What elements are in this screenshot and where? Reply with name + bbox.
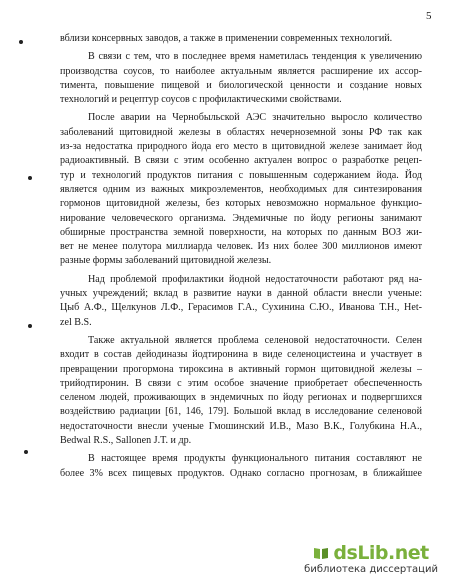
text-line: После аварии на Чернобыльской АЭС значительно выросло количество bbox=[88, 112, 422, 124]
scan-artifact-dot bbox=[28, 324, 32, 328]
text-line: разные формы заболеваний щитовидной железы. bbox=[60, 255, 272, 267]
book-icon bbox=[313, 545, 329, 561]
text-line: недостаточности внесли ученые Гмошинский И.В., Мазо В.К., Голубкина Н.А., bbox=[60, 420, 422, 432]
text-line: заболеваний щитовидной железы в областях нечерноземной зоны РФ так как bbox=[60, 126, 422, 138]
text-line: тимента, повышение пищевой и биологической ценности и создание новых bbox=[60, 79, 422, 91]
watermark bbox=[300, 540, 442, 577]
page-number: 5 bbox=[426, 10, 432, 22]
text-line: В связи с тем, что в последнее время наметилась тенденция к увеличению bbox=[88, 51, 422, 63]
paragraph-4 bbox=[60, 273, 422, 330]
text-line: обширные пространства земной поверхности, на которых по данным ВОЗ жи- bbox=[60, 226, 422, 238]
paragraph-1 bbox=[60, 32, 422, 46]
text-line: В настоящее время продукты функционального питания составляют не bbox=[88, 453, 422, 465]
document-body bbox=[60, 32, 422, 485]
watermark-brand: dsLib.net bbox=[333, 542, 429, 564]
text-line: селеном людей, проживающих в эндемичных по йоду регионах и подвергшихся bbox=[60, 392, 422, 404]
text-line: учных учреждений; вклад в развитие науки в данной области внесли ученые: bbox=[60, 288, 422, 300]
text-line: Над проблемой профилактики йодной недостаточности работают ряд на- bbox=[88, 273, 422, 285]
text-line: гормонов щитовидной железы, без которых невозможно нормальное функцио- bbox=[60, 198, 422, 210]
text-line: входит в состав дейодиназы йодтиронина в виде селеноцистеина и участвует в bbox=[60, 349, 422, 361]
text-line: является одним из важных микроэлементов, необходимых для синтезирования bbox=[60, 183, 422, 195]
watermark-caption: библиотека диссертаций bbox=[304, 564, 438, 575]
text-line: Bedwal R.S., Sallonen J.T. и др. bbox=[60, 435, 192, 447]
text-line: zel B.S. bbox=[60, 316, 92, 328]
watermark-row bbox=[313, 542, 428, 564]
paragraph-5 bbox=[60, 334, 422, 448]
text-line: технологий и рецептур соусов с профилактическими свойствами. bbox=[60, 94, 342, 106]
text-line: трийодтиронин. В связи с этим особое значение приобретает обеспеченность bbox=[60, 377, 422, 389]
scan-artifact-dot bbox=[28, 176, 32, 180]
text-line: из-за недостатка природного йода его место в щитовидной железе занимает йод bbox=[60, 141, 422, 153]
text-line: тур и технологий продуктов питания с повышенным содержанием йода. Йод bbox=[60, 169, 422, 181]
text-line: вблизи консервных заводов, а также в применении современных технологий. bbox=[60, 33, 393, 44]
text-line: более 3% всех пищевых продуктов. Однако согласно прогнозам, в ближайшее bbox=[60, 467, 422, 479]
text-line: превращении прогормона тироксина в активный гормон щитовидной железы – bbox=[60, 363, 422, 375]
text-line: радиоактивный. В связи с этим особенно актуален вопрос о разработке рецеп- bbox=[60, 155, 422, 167]
paragraph-2 bbox=[60, 50, 422, 107]
paragraph-3 bbox=[60, 111, 422, 268]
text-line: воздействию радиации [61, 146, 179]. Большой вклад в исследование селеновой bbox=[60, 406, 422, 418]
text-line: нирование человеческого организма. Эндемичные по йоду регионы занимают bbox=[60, 212, 422, 224]
scan-artifact-dot bbox=[24, 450, 28, 454]
paragraph-6 bbox=[60, 452, 422, 481]
text-line: Цыб А.Ф., Щелкунов Л.Ф., Герасимов Г.А., Сухинина С.Ю., Иванова Т.Н., Het- bbox=[60, 302, 422, 314]
text-line: Также актуальной является проблема селеновой недостаточности. Селен bbox=[88, 334, 422, 346]
scan-artifact-dot bbox=[19, 40, 23, 44]
text-line: производства соусов, то наиболее актуальным является расширение их ассор- bbox=[60, 65, 422, 77]
text-line: вет не менее полутора миллиарда человек. Из них более 300 миллионов имеют bbox=[60, 241, 422, 253]
